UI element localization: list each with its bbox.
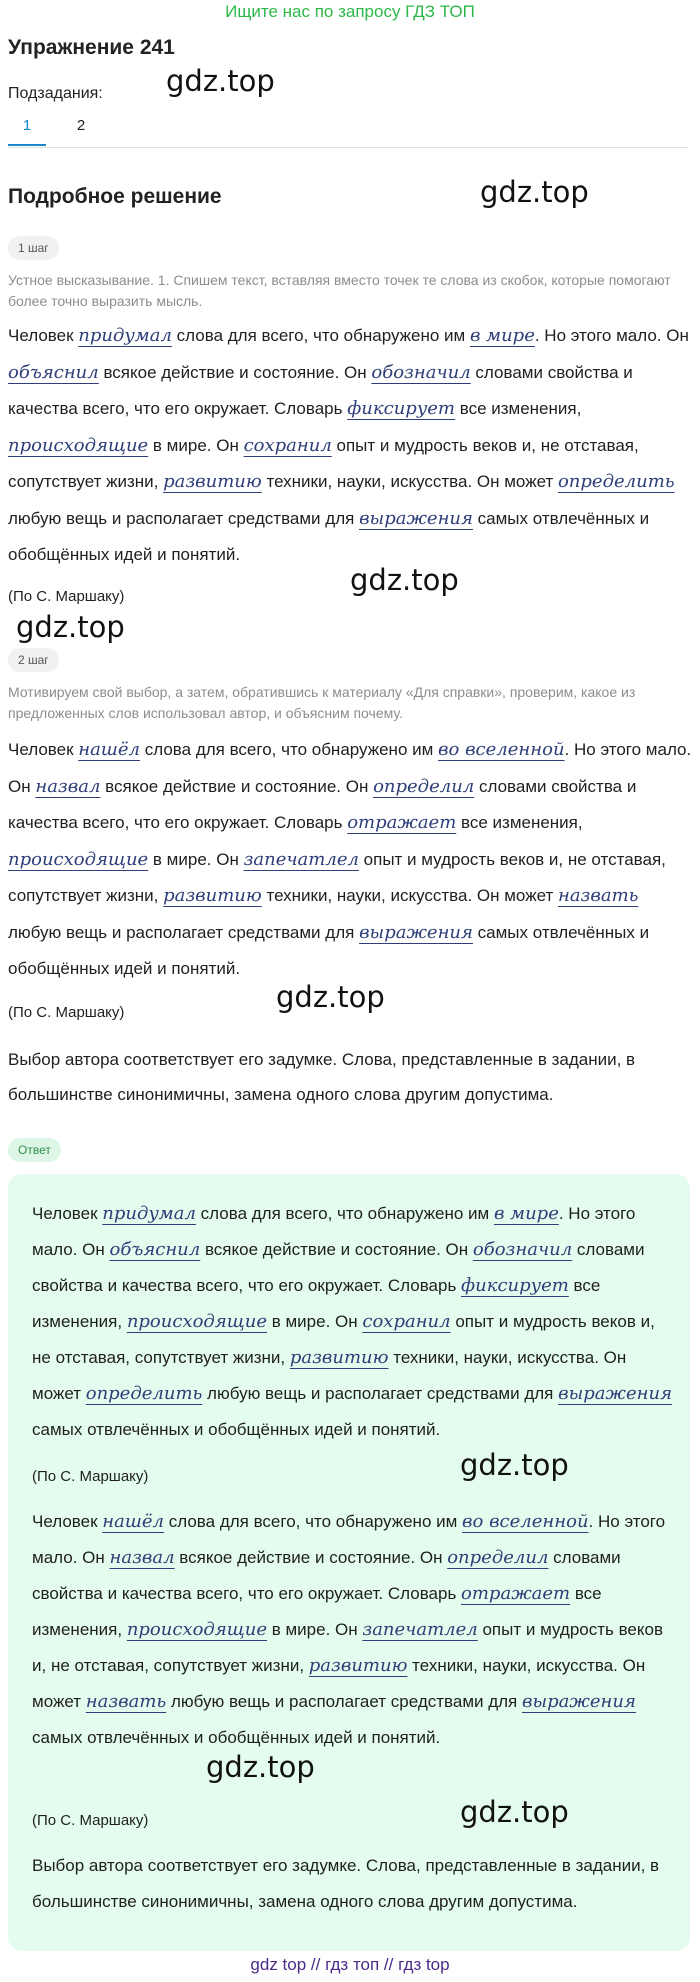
top-banner: Ищите нас по запросу ГДЗ ТОП (225, 2, 475, 21)
text-run: все изменения, (456, 813, 583, 832)
step-2-text (8, 732, 694, 988)
inserted-word: обозначил (371, 361, 471, 383)
text-run: слова для всего, что обнаружено им (195, 1204, 494, 1223)
text-run: Человек (8, 326, 79, 345)
text-run: техники, науки, искусства. Он может (32, 1348, 627, 1403)
text-run: в мире. Он (148, 435, 244, 455)
inserted-word: выражения (359, 921, 473, 943)
inserted-word: выражения (522, 1691, 636, 1712)
step-1-text (8, 318, 694, 574)
text-run: . Но этого мало. Он (32, 1204, 636, 1259)
answer-pill: Ответ (8, 1138, 61, 1162)
text-run: любую вещь и располагает средствами для (8, 922, 360, 942)
inserted-word: запечатлел (243, 848, 359, 870)
watermark: gdz.top (166, 64, 275, 98)
inserted-word: в мире (493, 1203, 559, 1224)
text-run: самых отвлечённых и обобщённых идей и понятий. (8, 508, 650, 564)
inserted-word: сохранил (243, 434, 332, 456)
text-run: все изменения, (32, 1276, 601, 1331)
inserted-word: назвать (85, 1691, 167, 1712)
step-2-author: (По С. Маршаку) (8, 1004, 125, 1021)
text-run: самых отвлечённых и обобщённых идей и понятий. (32, 1420, 441, 1439)
inserted-word: определить (85, 1383, 203, 1404)
inserted-word: нашёл (102, 1511, 165, 1532)
watermark: gdz.top (350, 563, 459, 597)
inserted-word: во вселенной (438, 739, 565, 760)
inserted-word: развитию (163, 471, 262, 492)
text-run: словами свойства и качества всего, что его окружает. Словарь (32, 1240, 645, 1295)
inserted-word: выражения (558, 1383, 672, 1404)
watermark: gdz.top (460, 1448, 569, 1482)
text-run: всякое действие и состояние. Он (98, 362, 372, 382)
text-run: все изменения, (455, 399, 582, 418)
text-run: техники, науки, искусства. Он может (261, 886, 558, 905)
subtask-tabs (8, 116, 100, 146)
watermark: gdz.top (480, 175, 589, 209)
text-run: . Но этого мало. Он (8, 740, 692, 796)
text-run: слова для всего, что обнаружено им (164, 1512, 463, 1531)
step-2-hint: Мотивируем свой выбор, а затем, обратившись к материалу «Для справки», проверим, какое из предложенных слов использовал автор, и объясним почему. (8, 684, 636, 721)
text-run: любую вещь и располагает средствами для (202, 1384, 559, 1403)
step-2-conclusion: Выбор автора соответствует его задумке. Слова, представленные в задании, в большинстве синонимичны, замена одного слова другим допустима. (8, 1050, 636, 1104)
inserted-word: выражения (359, 507, 473, 529)
inserted-word: обозначил (472, 1239, 573, 1260)
inserted-word: запечатлел (362, 1619, 478, 1640)
text-run: Человек (8, 740, 79, 759)
text-run: . Но этого мало. Он (32, 1512, 666, 1567)
inserted-word: определил (373, 775, 475, 797)
watermark: gdz.top (460, 1795, 569, 1829)
text-run: слова для всего, что обнаружено им (140, 740, 439, 759)
text-run: техники, науки, искусства. Он может (32, 1656, 646, 1711)
inserted-word: отражает (461, 1583, 571, 1604)
step-1-author: (По С. Маршаку) (8, 588, 125, 605)
inserted-word: объяснил (109, 1239, 201, 1260)
inserted-word: определить (557, 471, 675, 492)
inserted-word: назвать (557, 885, 639, 906)
text-run: в мире. Он (148, 849, 244, 869)
inserted-word: в мире (469, 325, 535, 346)
watermark: gdz.top (276, 980, 385, 1014)
watermark: gdz.top (16, 610, 125, 644)
inserted-word: назвал (35, 775, 101, 797)
solution-title: Подробное решение (8, 185, 222, 208)
text-run: опыт и мудрость веков и, не отставая, сопутствует жизни, (32, 1620, 663, 1675)
text-run: в мире. Он (267, 1620, 363, 1639)
inserted-word: объяснил (8, 361, 99, 383)
answer-conclusion: Выбор автора соответствует его задумке. Слова, представленные в задании, в большинстве синонимичны, замена одного слова другим допустима. (32, 1856, 660, 1911)
step-1-pill: 1 шаг (8, 236, 59, 260)
inserted-word: нашёл (78, 739, 141, 760)
text-run: слова для всего, что обнаружено им (171, 326, 470, 345)
text-run: техники, науки, искусства. Он может (261, 472, 558, 491)
subtasks-label: Подзадания: (8, 85, 103, 102)
text-run: самых отвлечённых и обобщённых идей и понятий. (32, 1728, 441, 1747)
text-run: все изменения, (32, 1584, 602, 1639)
text-run: словами свойства и качества всего, что его окружает. Словарь (8, 776, 637, 832)
text-run: Человек (32, 1512, 103, 1531)
inserted-word: фиксирует (347, 398, 455, 419)
text-run: . Но этого мало. Он (534, 326, 689, 345)
inserted-word: назвал (109, 1547, 175, 1568)
step-1-hint: Устное высказывание. 1. Спишем текст, вставляя вместо точек те слова из скобок, которые помогают более точно выразить мысль. (8, 272, 671, 309)
text-run: словами свойства и качества всего, что его окружает. Словарь (32, 1548, 621, 1603)
inserted-word: происходящие (8, 848, 149, 870)
inserted-word: фиксирует (461, 1275, 569, 1296)
divider (8, 147, 688, 148)
inserted-word: во вселенной (462, 1511, 589, 1532)
text-run: любую вещь и располагает средствами для (166, 1692, 522, 1711)
answer-text-1 (32, 1196, 672, 1448)
text-run: всякое действие и состояние. Он (174, 1548, 448, 1567)
text-run: словами свойства и качества всего, что его окружает. Словарь (8, 362, 633, 418)
answer-text-2 (32, 1504, 672, 1756)
inserted-word: происходящие (126, 1619, 268, 1640)
inserted-word: определил (447, 1547, 549, 1568)
inserted-word: придумал (102, 1203, 196, 1224)
inserted-word: развитию (308, 1655, 408, 1676)
exercise-title: Упражнение 241 (8, 36, 175, 59)
text-run: опыт и мудрость веков и, не отставая, сопутствует жизни, (8, 849, 666, 905)
answer-author-1: (По С. Маршаку) (32, 1468, 149, 1485)
inserted-word: происходящие (8, 434, 149, 456)
inserted-word: придумал (78, 325, 172, 346)
text-run: любую вещь и располагает средствами для (8, 508, 360, 528)
text-run: опыт и мудрость веков и, не отставая, сопутствует жизни, (32, 1312, 655, 1367)
inserted-word: развитию (289, 1347, 389, 1368)
step-2-pill: 2 шаг (8, 648, 59, 672)
text-run: в мире. Он (267, 1312, 363, 1331)
text-run: опыт и мудрость веков и, не отставая, сопутствует жизни, (8, 435, 639, 491)
inserted-word: развитию (163, 885, 262, 906)
text-run: самых отвлечённых и обобщённых идей и понятий. (8, 922, 650, 978)
tab-subtask-1[interactable]: 1 (8, 116, 46, 146)
footer-watermark: gdz top // гдз топ // гдз top (250, 1955, 450, 1974)
text-run: всякое действие и состояние. Он (200, 1240, 473, 1259)
answer-author-2: (По С. Маршаку) (32, 1812, 149, 1829)
watermark: gdz.top (206, 1750, 315, 1784)
inserted-word: отражает (347, 812, 457, 833)
inserted-word: сохранил (362, 1311, 451, 1332)
tab-subtask-2[interactable]: 2 (76, 117, 86, 134)
inserted-word: происходящие (126, 1311, 268, 1332)
text-run: Человек (32, 1204, 103, 1223)
text-run: всякое действие и состояние. Он (100, 776, 374, 796)
